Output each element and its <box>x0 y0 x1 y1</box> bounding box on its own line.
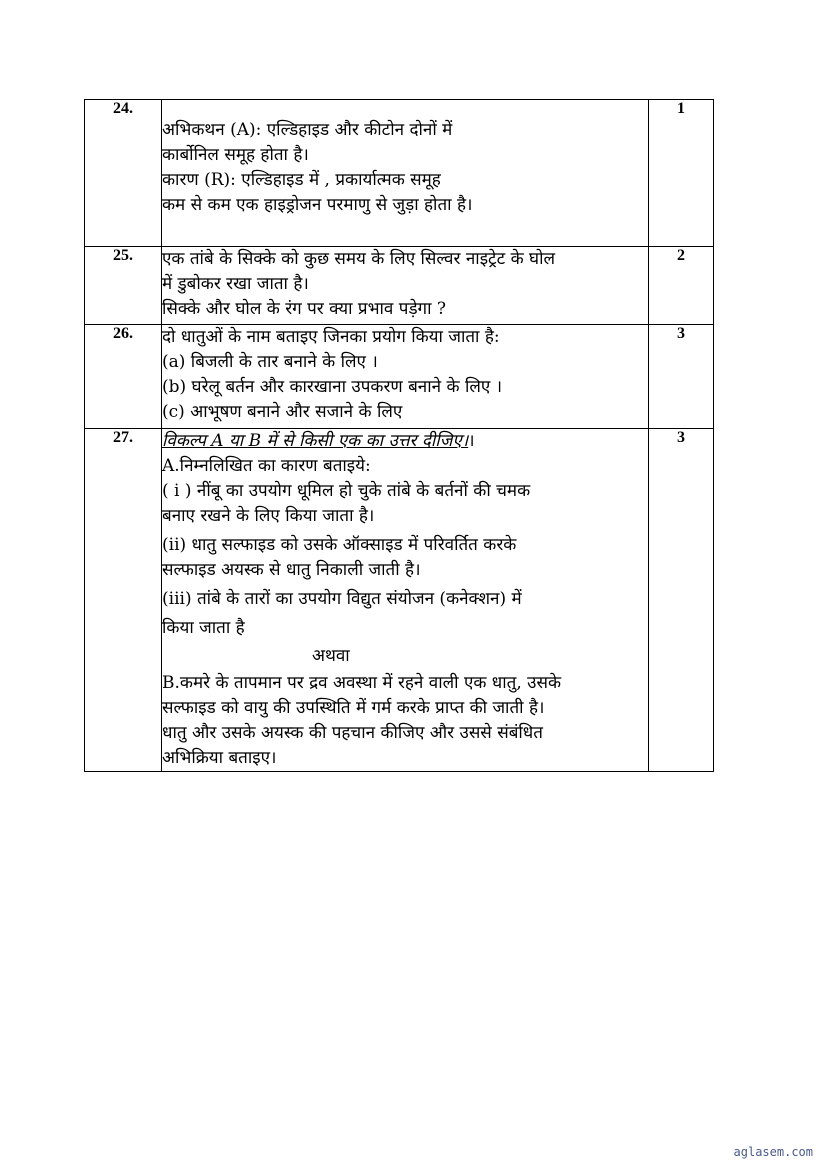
question-line: एक तांबे के सिक्के को कुछ समय के लिए सिल्वर नाइट्रेट के घोल <box>162 249 556 269</box>
question-line: कार्बोनिल समूह होता है। <box>162 145 309 165</box>
questions-table <box>84 99 714 772</box>
question-number: 25. <box>85 247 162 325</box>
part-b-line: धातु और उसके अयस्क की पहचान कीजिए और उससे संबंधित <box>162 723 543 743</box>
question-number: 24. <box>85 100 162 247</box>
question-line: में डुबोकर रखा जाता है। <box>162 274 309 294</box>
option-heading: विकल्प A या B में से किसी एक का उत्तर दीजिए। <box>162 431 469 451</box>
part-a-line: ( i ) नींबू का उपयोग धूमिल हो चुके तांबे के बर्तनों की चमक <box>162 481 531 501</box>
option-heading-tail: । <box>468 431 475 451</box>
part-a-line: A.निम्नलिखित का कारण बताइये: <box>162 456 371 476</box>
or-label: अथवा <box>312 646 350 666</box>
question-row <box>85 429 714 772</box>
question-line: (c) आभूषण बनाने और सजाने के लिए <box>162 402 403 422</box>
part-b-line: B.कमरे के तापमान पर द्रव अवस्था में रहने वाली एक धातु, उसके <box>162 673 562 693</box>
part-a-line: किया जाता है <box>162 618 245 638</box>
part-a-line: (iii) तांबे के तारों का उपयोग विद्युत संयोजन (कनेक्शन) में <box>162 589 522 609</box>
question-line: (b) घरेलू बर्तन और कारखाना उपकरण बनाने के लिए । <box>162 377 503 397</box>
question-marks: 2 <box>649 247 714 325</box>
question-row <box>85 100 714 247</box>
question-line: कारण (R): एल्डिहाइड में , प्रकार्यात्मक समूह <box>162 170 441 190</box>
question-text <box>162 247 649 325</box>
part-a-line: सल्फाइड अयस्क से धातु निकाली जाती है। <box>162 560 421 580</box>
part-a-line: (ii) धातु सल्फाइड को उसके ऑक्साइड में परिवर्तित करके <box>162 535 517 555</box>
part-b-line: अभिक्रिया बताइए। <box>162 748 277 768</box>
question-line: अभिकथन (A): एल्डिहाइड और कीटोन दोनों में <box>162 120 453 140</box>
question-marks: 1 <box>649 100 714 247</box>
question-text <box>162 100 649 247</box>
question-number: 26. <box>85 325 162 429</box>
question-marks: 3 <box>649 325 714 429</box>
question-line: कम से कम एक हाइड्रोजन परमाणु से जुड़ा होता है। <box>162 195 473 215</box>
question-marks: 3 <box>649 429 714 772</box>
part-b-line: सल्फाइड को वायु की उपस्थिति में गर्म करके प्राप्त की जाती है। <box>162 698 545 718</box>
option-heading-line <box>162 429 648 454</box>
question-line: (a) बिजली के तार बनाने के लिए । <box>162 352 378 372</box>
question-row <box>85 325 714 429</box>
question-number: 27. <box>85 429 162 772</box>
question-row <box>85 247 714 325</box>
question-text <box>162 429 649 772</box>
part-a-line: बनाए रखने के लिए किया जाता है। <box>162 506 375 526</box>
question-text <box>162 325 649 429</box>
question-line: सिक्के और घोल के रंग पर क्या प्रभाव पड़ेगा ? <box>162 299 447 319</box>
source-watermark: aglasem.com <box>733 1145 813 1159</box>
question-line: दो धातुओं के नाम बताइए जिनका प्रयोग किया जाता है: <box>162 327 500 347</box>
